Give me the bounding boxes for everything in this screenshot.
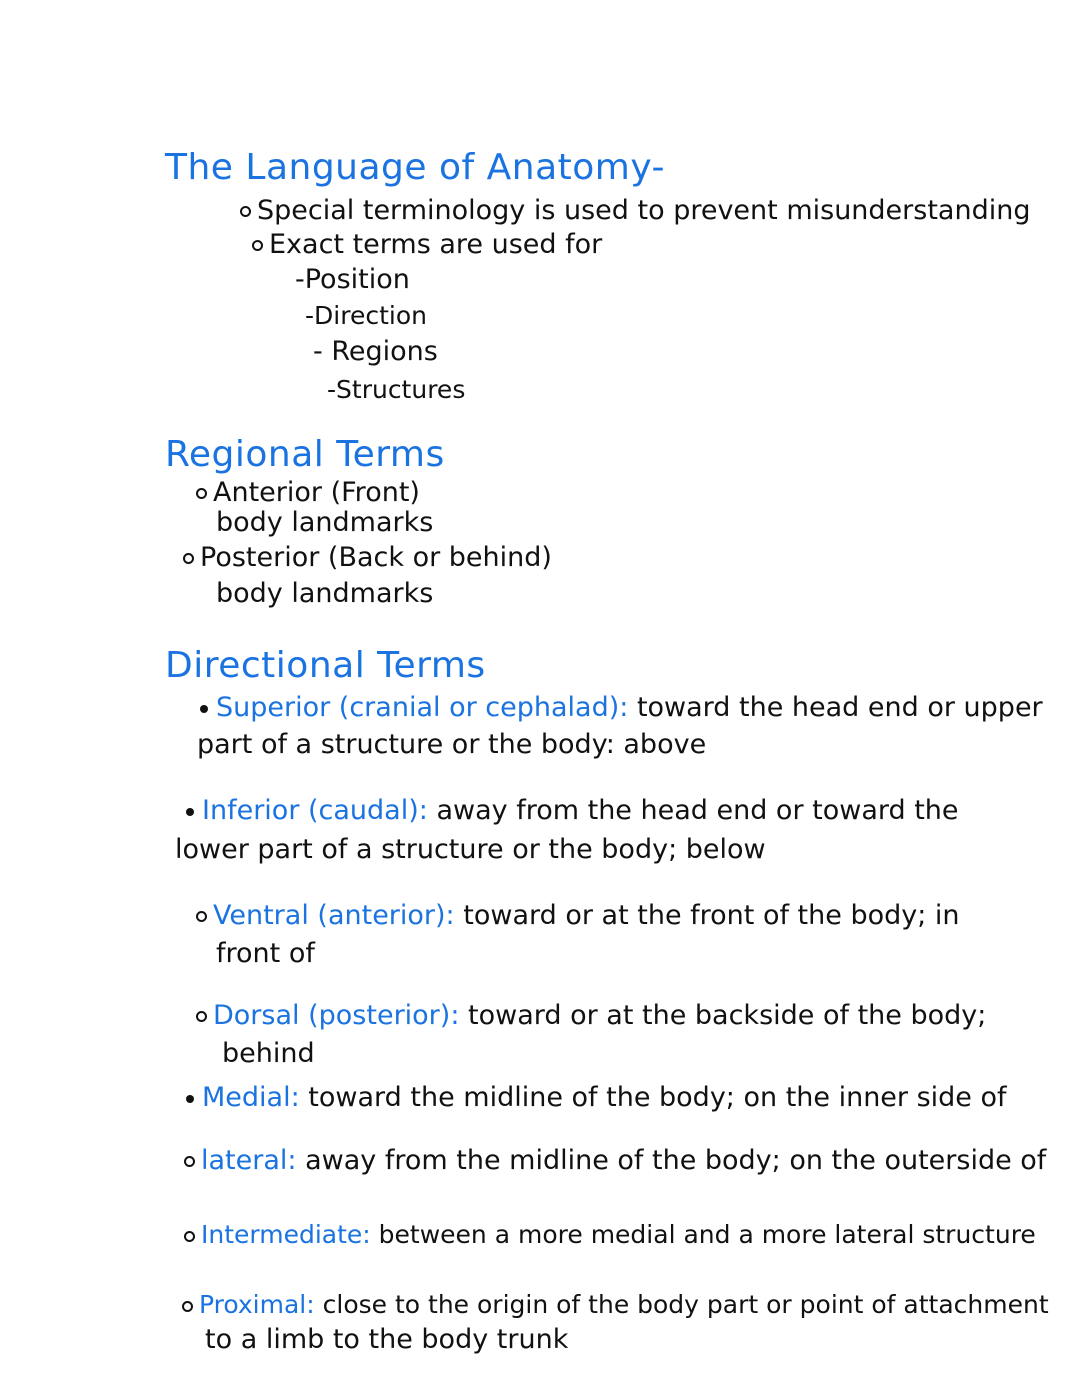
term-ventral-cont: front of [216, 938, 315, 969]
section-title-language: The Language of Anatomy- [165, 147, 666, 188]
bullet-icon [200, 705, 208, 713]
bullet-icon [183, 553, 194, 564]
term-inferior: Inferior (caudal): away from the head end or toward the [186, 797, 959, 824]
term-intermediate: Intermediate: between a more medial and a more lateral structure [184, 1222, 1036, 1247]
language-sub-structures: -Structures [327, 375, 466, 404]
language-sub-regions: - Regions [313, 336, 438, 367]
regional-posterior-cont: body landmarks [216, 578, 434, 609]
bullet-icon [186, 808, 194, 816]
bullet-icon [252, 240, 263, 251]
term-lateral: lateral: away from the midline of the body; on the outerside of [184, 1147, 1046, 1174]
term-medial: Medial: toward the midline of the body; on the inner side of [186, 1084, 1007, 1111]
bullet-icon [182, 1301, 193, 1312]
term-proximal: Proximal: close to the origin of the body part or point of attachment [182, 1292, 1049, 1317]
section-title-directional: Directional Terms [165, 645, 486, 686]
term-dorsal: Dorsal (posterior): toward or at the backside of the body; [196, 1002, 986, 1029]
bullet-icon [196, 911, 207, 922]
language-bullet-2: Exact terms are used for [252, 231, 602, 258]
language-sub-position: -Position [295, 264, 410, 295]
section-title-regional: Regional Terms [165, 434, 445, 475]
term-superior: Superior (cranial or cephalad): toward the head end or upper [200, 694, 1043, 721]
term-inferior-cont: lower part of a structure or the body; below [175, 834, 766, 865]
regional-bullet-anterior: Anterior (Front) [196, 479, 420, 506]
bullet-icon [196, 1011, 207, 1022]
language-sub-direction: -Direction [305, 301, 427, 330]
term-ventral: Ventral (anterior): toward or at the front of the body; in [196, 902, 960, 929]
term-proximal-cont: to a limb to the body trunk [205, 1324, 569, 1355]
term-dorsal-cont: behind [222, 1038, 315, 1069]
bullet-icon [240, 206, 251, 217]
bullet-icon [184, 1156, 195, 1167]
language-bullet-1: Special terminology is used to prevent misunderstanding [240, 197, 1030, 224]
bullet-icon [184, 1231, 195, 1242]
bullet-icon [186, 1095, 194, 1103]
regional-bullet-posterior: Posterior (Back or behind) [183, 544, 552, 571]
bullet-icon [196, 488, 207, 499]
term-superior-cont: part of a structure or the body: above [197, 729, 707, 760]
regional-anterior-cont: body landmarks [216, 507, 434, 538]
